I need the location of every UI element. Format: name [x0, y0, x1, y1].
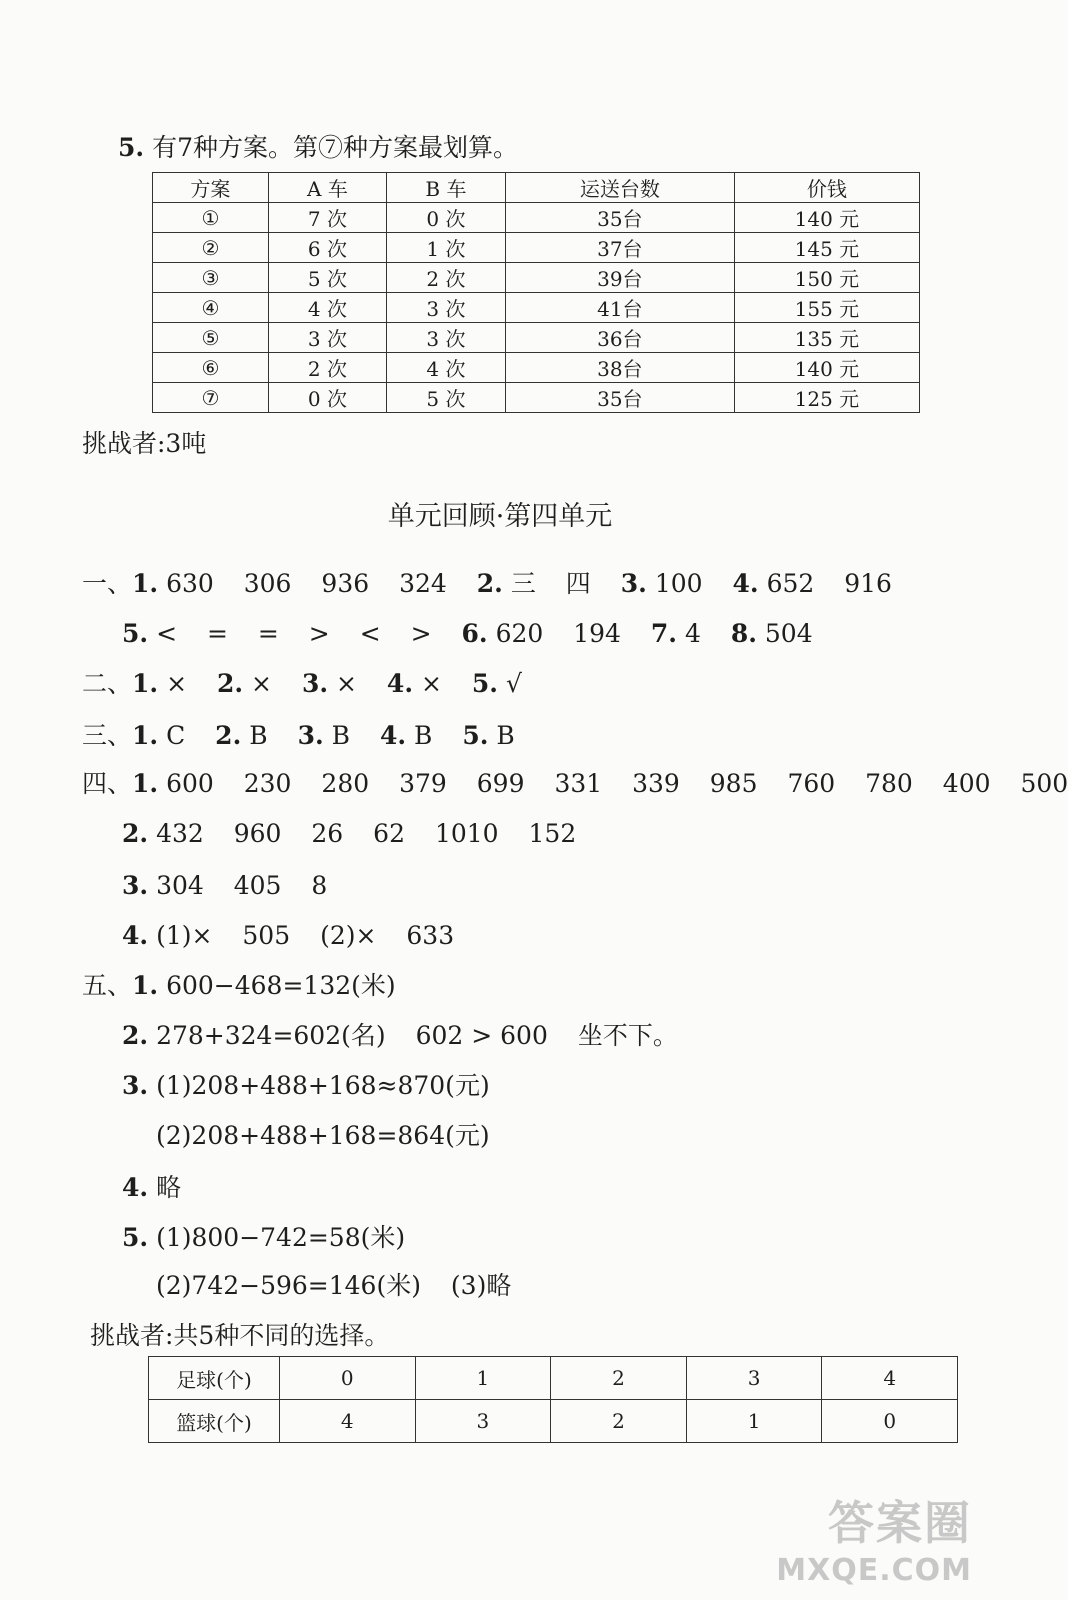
watermark: 答案圈 MXQE.COM [776, 1496, 972, 1588]
section-1-line-1: 一、1. 630 306 936 324 2. 三 四 3. 100 4. 652 916 [82, 569, 892, 598]
header-cell: 价钱 [734, 173, 919, 203]
section-5-line-3: 3. (1)208+488+168≈870(元) [122, 1071, 490, 1100]
section-5-line-5: 5. (1)800−742=58(米) [122, 1223, 406, 1252]
table-row: ③ 5 次 2 次 39台 150 元 [153, 263, 920, 293]
table-header-row [153, 173, 920, 203]
table-row: ② 6 次 1 次 37台 145 元 [153, 233, 920, 263]
challenger-answer-1: 挑战者:3吨 [82, 429, 207, 458]
table-row: ⑤ 3 次 3 次 36台 135 元 [153, 323, 920, 353]
section-4-line-3: 3. 304 405 8 [122, 871, 328, 900]
header-cell: B 车 [387, 173, 506, 203]
table-row: 足球(个) 0 1 2 3 4 [149, 1357, 958, 1400]
section-1-line-2: 5. < = = > < > 6. 620 194 7. 4 8. 504 [122, 619, 813, 648]
section-5-line-3b: (2)208+488+168=864(元) [156, 1121, 490, 1150]
table-row: ⑥ 2 次 4 次 38台 140 元 [153, 353, 920, 383]
section-4-line-2: 2. 432 960 26 62 1010 152 [122, 819, 577, 848]
section-4-line-4: 4. (1)× 505 (2)× 633 [122, 921, 455, 950]
section-5-line-1: 五、1. 600−468=132(米) [82, 971, 396, 1000]
challenger-answer-2: 挑战者:共5种不同的选择。 [90, 1321, 390, 1350]
table-row: ④ 4 次 3 次 41台 155 元 [153, 293, 920, 323]
ball-table [148, 1356, 958, 1443]
section-2: 二、1. × 2. × 3. × 4. × 5. √ [82, 669, 522, 698]
header-cell: A 车 [268, 173, 386, 203]
header-cell: 运送台数 [505, 173, 734, 203]
section-5-line-5b: (2)742−596=146(米) (3)略 [156, 1271, 512, 1300]
plan-table [152, 172, 920, 413]
table-row: 篮球(个) 4 3 2 1 0 [149, 1400, 958, 1443]
table-row: ⑦ 0 次 5 次 35台 125 元 [153, 383, 920, 413]
table-row: ① 7 次 0 次 35台 140 元 [153, 203, 920, 233]
question-5: 5. 有7种方案。第⑦种方案最划算。 [118, 133, 518, 162]
section-5-line-2: 2. 278+324=602(名) 602 > 600 坐不下。 [122, 1021, 678, 1050]
section-5-line-4: 4. 略 [122, 1173, 182, 1202]
section-3: 三、1. C 2. B 3. B 4. B 5. B [82, 721, 515, 750]
unit-title: 单元回顾·第四单元 [387, 501, 613, 532]
section-4-line-1: 四、1. 600 230 280 379 699 331 339 985 760 780 400 500 [82, 769, 1068, 798]
header-cell: 方案 [153, 173, 269, 203]
